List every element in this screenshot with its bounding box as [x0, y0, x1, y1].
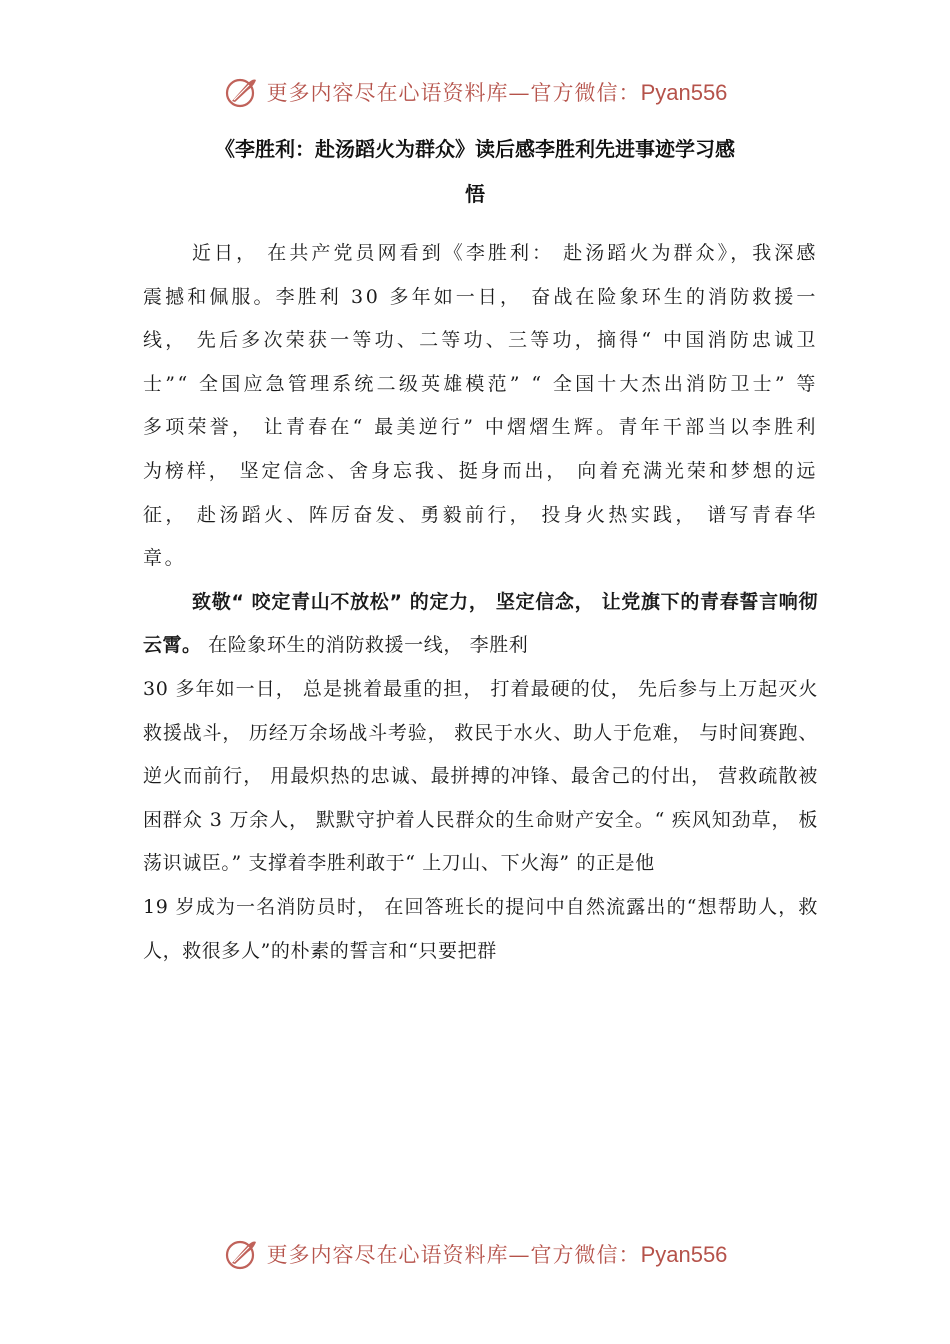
paragraph-1: 近日， 在共产党员网看到《李胜利： 赴汤蹈火为群众》，我深感震撼和佩服。李胜利 30 多年如一日， 奋战在险象环生的消防救援一线， 先后多次荣获一等功、二等功、三等功，摘得“ 中国消防忠诚卫士”“ 全国应急管理系统二级英雄模范” “ 全国十大杰出消防卫士” 等多项荣誉， 让青春在“ 最美逆行” 中熠熠生辉。青年干部当以李胜利为榜样， 坚定信念、舍身忘我、挺身而出， 向着充满光荣和梦想的远征， 赴汤蹈火、阵厉奋发、勇毅前行， 投身火热实践， 谱写青春华章。 [143, 242, 818, 570]
document-title [150, 127, 800, 217]
quill-pen-logo-icon [223, 1236, 259, 1272]
banner-text: 更多内容尽在心语资料库—官方微信：Pyan556 [266, 80, 728, 105]
title-line-2: 悟 [465, 182, 485, 206]
footer-watermark-banner [0, 1234, 950, 1274]
header-watermark-banner [0, 72, 950, 112]
paragraph-2-heading: 致敬“ 咬定青山不放松” 的定力， 坚定信念， 让党旗下的青春誓言响彻云霄。 [143, 590, 818, 657]
title-line-1: 《李胜利：赴汤蹈火为群众》读后感李胜利先进事迹学习感 [215, 137, 735, 161]
banner-inner-footer [223, 1236, 728, 1272]
banner-text-footer: 更多内容尽在心语资料库—官方微信：Pyan556 [266, 1242, 728, 1267]
paragraph-2-intro [143, 581, 818, 668]
paragraph-2-continued: 30 多年如一日， 总是挑着最重的担， 打着最硬的仗， 先后参与上万起灭火救援战斗， 历经万余场战斗考验， 救民于水火、助人于危难， 与时间赛跑、逆火而前行， 用最炽热的忠诚、最拼搏的冲锋、最舍己的付出， 营救疏散被困群众 3 万余人， 默默守护着人民群众的生命财产安全。“ 疾风知劲草， 板荡识诚臣。” 支撑着李胜利敢于“ 上刀山、下火海” 的正是他 [143, 677, 818, 875]
quill-pen-logo-icon [223, 74, 259, 110]
document-body [143, 232, 818, 973]
banner-wechat-id-footer: Pyan556 [640, 1242, 728, 1267]
paragraph-2-tail: 19 岁成为一名消防员时， 在回答班长的提问中自然流露出的“想帮助人，救人，救很多人”的朴素的誓言和“只要把群 [143, 895, 818, 962]
banner-inner [223, 74, 728, 110]
paragraph-2-line-a: 在险象环生的消防救援一线， 李胜利 [208, 634, 529, 657]
banner-wechat-id: Pyan556 [640, 80, 728, 105]
